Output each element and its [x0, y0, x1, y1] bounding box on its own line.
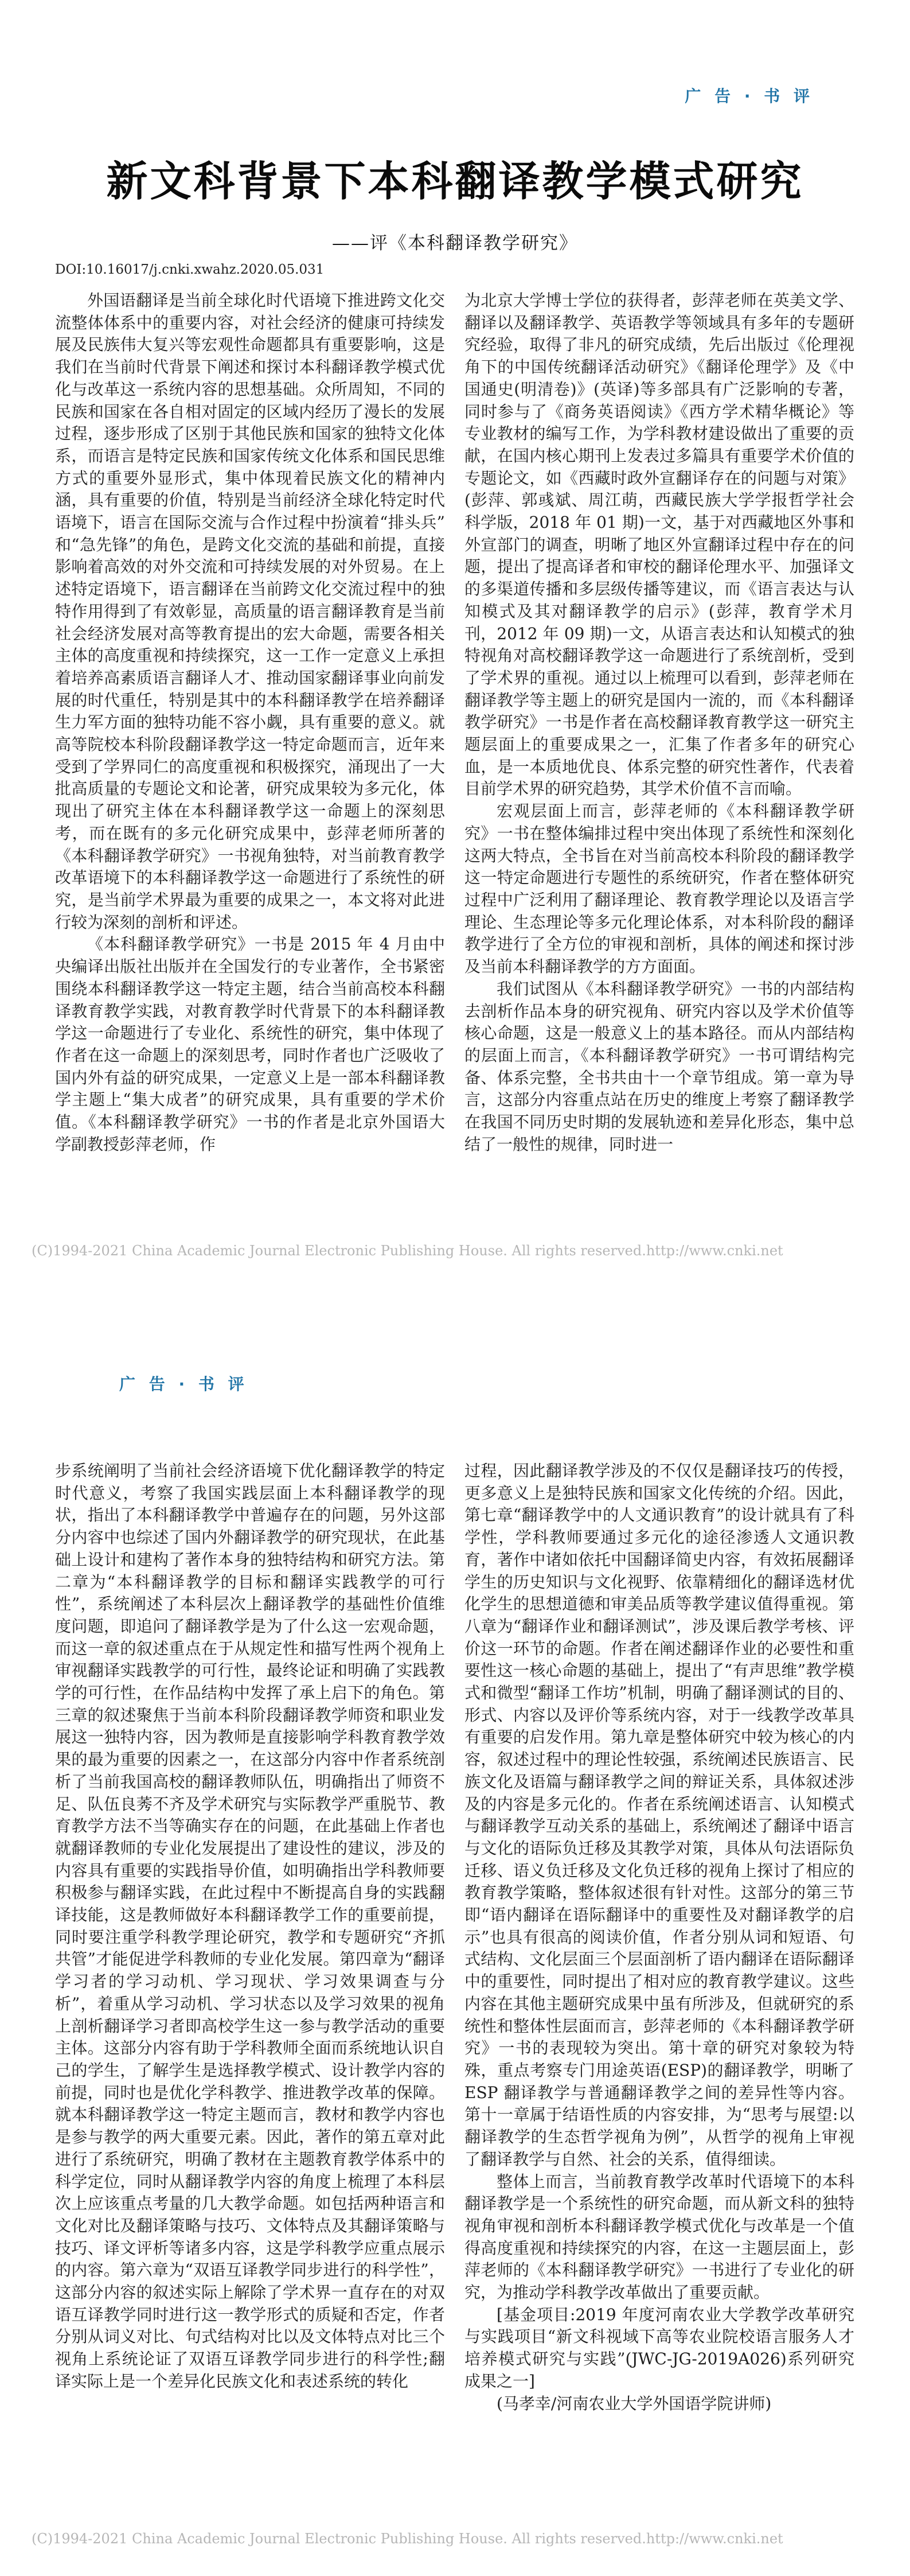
cnki-url: http://www.cnki.net — [646, 1243, 783, 1259]
text-column-left — [55, 1460, 445, 2457]
article-subtitle: ——评《本科翻译教学研究》 — [332, 233, 578, 254]
paragraph: 为北京大学博士学位的获得者，彭萍老师在英美文学、翻译以及翻译教学、英语教学等领域具有多年的专题研究经验，取得了非凡的研究成绩，先后出版过《伦理视角下的中国传统翻译活动研究》《翻译伦理学》及《中国通史(明清卷)》(英译)等多部具有广泛影响的专著，同时参与了《商务英语阅读》《西方学术精华概论》等专业教材的编写工作，为学科教材建设做出了重要的贡献，在国内核心期刊上发表过多篇具有重要学术价值的专题论文，如《西藏时政外宣翻译存在的问题与对策》(彭萍、郭彧斌、周江萌，西藏民族大学学报哲学社会科学版，2018 年 01 期)一文，基于对西藏地区外事和外宣部门的调查，明晰了地区外宣翻译过程中存在的问题，提出了提高译者和审校的翻译伦理水平、加强译文的多渠道传播和多层级传播等建议，而《语言表达与认知模式及其对翻译教学的启示》(彭萍，教育学术月刊，2012 年 09 期)一文，从语言表达和认知模式的独特视角对高校翻译教学这一命题进行了系统剖析，受到了学术界的重视。通过以上梳理可以看到，彭萍老师在翻译教学等主题上的研究是国内一流的，而《本科翻译教学研究》一书是作者在高校翻译教育教学这一研究主题层面上的重要成果之一，汇集了作者多年的研究心血，是一本质地优良、体系完整的研究性著作，代表着目前学术界的研究趋势，其学术价值不言而喻。 — [464, 291, 854, 799]
article-title: 新文科背景下本科翻译教学模式研究 — [106, 157, 804, 206]
paragraph: 我们试图从《本科翻译教学研究》一书的内部结构去剖析作品本身的研究视角、研究内容以及学术价值等核心命题，这是一般意义上的基本路径。而从内部结构的层面上而言，《本科翻译教学研究》一书可谓结构完备、体系完整，全书共由十一个章节组成。第一章为导言，这部分内容重点站在历史的维度上考察了翻译教学在我国不同历史时期的发展轨迹和差异化形态，集中总结了一般性的规律，同时进一 — [464, 979, 854, 1154]
page-2 — [0, 1288, 910, 2576]
paragraph: (马孝幸/河南农业大学外国语学院讲师) — [497, 2394, 772, 2413]
copyright-text: (C)1994-2021 China Academic Journal Electronic Publishing House. All rights reserved. — [32, 2531, 646, 2547]
paragraph: 步系统阐明了当前社会经济语境下优化翻译教学的特定时代意义，考察了我国实践层面上本科翻译教学的现状，指出了本科翻译教学中普遍存在的问题，另外这部分内容中也综述了国内外翻译教学的研究现状，在此基础上设计和建构了著作本身的独特结构和研究方法。第二章为“本科翻译教学的目标和翻译实践教学的可行性”，系统阐述了本科层次上翻译教学的基础性价值维度问题，即追问了翻译教学是为了什么这一宏观命题，而这一章的叙述重点在于从规定性和描写性两个视角上审视翻译实践教学的可行性，最终论证和明确了实践教学的可行性，在作品结构中发挥了承上启下的角色。第三章的叙述聚焦于当前本科阶段翻译教学师资和职业发展这一独特内容，因为教师是直接影响学科教育教学效果的最为重要的因素之一，在这部分内容中作者系统剖析了当前我国高校的翻译教师队伍，明确指出了师资不足、队伍良莠不齐及学术研究与实际教学严重脱节、教育教学方法不当等确实存在的问题，在此基础上作者也就翻译教师的专业化发展提出了建设性的建议，涉及的内容具有重要的实践指导价值，如明确指出学科教师要积极参与翻译实践，在此过程中不断提高自身的实践翻译技能，这是教师做好本科翻译教学工作的重要前提，同时要注重学科教学理论研究，教学和专题研究“齐抓共管”才能促进学科教师的专业化发展。第四章为“翻译学习者的学习动机、学习现状、学习效果调查与分析”，着重从学习动机、学习状态以及学习效果的视角上剖析翻译学习者即高校学生这一参与教学活动的重要主体。这部分内容有助于学科教师全面而系统地认识自己的学生，了解学生是选择教学模式、设计教学内容的前提，同时也是优化学科教学、推进教学改革的保障。就本科翻译教学这一特定主题而言，教材和教学内容也是参与教学的两大重要元素。因此，著作的第五章对此进行了系统研究，明确了教材在主题教育教学体系中的科学定位，同时从翻译教学内容的角度上梳理了本科层次上应该重点考量的几大教学命题。如包括两种语言和文化对比及翻译策略与技巧、文体特点及其翻译策略与技巧、译文评析等诸多内容，这是学科教学应重点展示的内容。第六章为“双语互译教学同步进行的科学性”，这部分内容的叙述实际上解除了学术界一直存在的对双语互译教学同时进行这一教学形式的质疑和否定，作者分别从词义对比、句式结构对比以及文体特点对比三个视角上系统论证了双语互译教学同步进行的科学性;翻译实际上是一个差异化民族文化和表述系统的转化 — [55, 1461, 445, 2391]
copyright-text: (C)1994-2021 China Academic Journal Electronic Publishing House. All rights reserved. — [32, 1243, 646, 1259]
paragraph: 外国语翻译是当前全球化时代语境下推进跨文化交流整体体系中的重要内容，对社会经济的健康可持续发展及民族伟大复兴等宏观性命题都具有重要影响，这是我们在当前时代背景下阐述和探讨本科翻译教学模式优化与改革这一系统内容的思想基础。众所周知，不同的民族和国家在各自相对固定的区域内经历了漫长的发展过程，逐步形成了区别于其他民族和国家的独特文化体系，而语言是特定民族和国家传统文化体系和国民思维方式的重要外显形式，集中体现着民族文化的精神内涵，具有重要的价值，特别是当前经济全球化特定时代语境下，语言在国际交流与合作过程中扮演着“排头兵”和“急先锋”的角色，是跨文化交流的基础和前提，直接影响着高效的对外交流和可持续发展的对外贸易。在上述特定语境下，语言翻译在当前跨文化交流过程中的独特作用得到了有效彰显，高质量的语言翻译教育是当前社会经济发展对高等教育提出的宏大命题，需要各相关主体的高度重视和持续探究，这一工作一定意义上承担着培养高素质语言翻译人才、推动国家翻译事业向前发展的时代重任，特别是其中的本科翻译教学在培养翻译生力军方面的独特功能不容小觑，具有重要的意义。就高等院校本科阶段翻译教学这一特定命题而言，近年来受到了学界同仁的高度重视和积极探究，涌现出了一大批高质量的专题论文和论著，研究成果较为多元化，体现出了研究主体在本科翻译教学这一命题上的深刻思考，而在既有的多元化研究成果中，彭萍老师所著的《本科翻译教学研究》一书视角独特，对当前教育教学改革语境下的本科翻译教学这一命题进行了系统性的研究，是当前学术界最为重要的成果之一，本文将对此进行较为深刻的剖析和评述。 — [55, 291, 445, 932]
text-column-right — [464, 1460, 854, 2457]
page-footer — [32, 2531, 783, 2547]
section-header-label: 广 告 · 书 评 — [119, 1375, 248, 1394]
text-column-right — [464, 290, 854, 1180]
paragraph: 宏观层面上而言，彭萍老师的《本科翻译教学研究》一书在整体编排过程中突出体现了系统性和深刻化这两大特点，全书旨在对当前高校本科阶段的翻译教学这一特定命题进行专题性的系统研究，作者在整体研究过程中广泛利用了翻译理论、教育教学理论以及语言学理论、生态理论等多元化理论体系，对本科阶段的翻译教学进行了全方位的审视和剖析，具体的阐述和探讨涉及当前本科翻译教学的方方面面。 — [464, 801, 854, 976]
section-header-label: 广 告 · 书 评 — [685, 87, 814, 106]
paragraph: 整体上而言，当前教育教学改革时代语境下的本科翻译教学是一个系统性的研究命题，而从新文科的独特视角审视和剖析本科翻译教学模式优化与改革是一个值得高度重视和持续探究的内容，在这一主题层面上，彭萍老师的《本科翻译教学研究》一书进行了专业化的研究，为推动学科教学改革做出了重要贡献。 — [464, 2172, 854, 2302]
doi-label: DOI:10.16017/j.cnki.xwahz.2020.05.031 — [55, 262, 325, 277]
text-column-left — [55, 290, 445, 1180]
paragraph: [基金项目:2019 年度河南农业大学教学改革研究与实践项目“新文科视域下高等农业院校语言服务人才培养模式研究与实践”(JWC-JG-2019A026)系列研究成果之一] — [464, 2305, 854, 2391]
page-footer — [32, 1243, 783, 1259]
paragraph: 《本科翻译教学研究》一书是 2015 年 4 月由中央编译出版社出版并在全国发行的专业著作，全书紧密围绕本科翻译教学这一特定主题，结合当前高校本科翻译教育教学实践，对教育教学时代背景下的本科翻译教学这一命题进行了专业化、系统性的研究，集中体现了作者在这一命题上的深刻思考，同时作者也广泛吸收了国内外有益的研究成果，一定意义上是一部本科翻译教学主题上“集大成者”的研究成果，具有重要的学术价值。《本科翻译教学研究》一书的作者是北京外国语大学副教授彭萍老师，作 — [55, 935, 445, 1154]
cnki-url: http://www.cnki.net — [646, 2531, 783, 2547]
paragraph: 过程，因此翻译教学涉及的不仅仅是翻译技巧的传授，更多意义上是独特民族和国家文化传统的介绍。因此，第七章“翻译教学中的人文通识教育”的设计就具有了科学性，学科教师要通过多元化的途径渗透人文通识教育，著作中诸如依托中国翻译简史内容，有效拓展翻译学生的历史知识与文化视野、依靠精细化的翻译选材优化学生的思想道德和审美品质等教学建议值得重视。第八章为“翻译作业和翻译测试”，涉及课后教学考核、评价这一环节的命题。作者在阐述翻译作业的必要性和重要性这一核心命题的基础上，提出了“有声思维”教学模式和微型“翻译工作坊”机制，明确了翻译测试的目的、形式、内容以及评价等系统内容，对于一线教学改革具有重要的启发作用。第九章是整体研究中较为核心的内容，叙述过程中的理论性较强，系统阐述民族语言、民族文化及语篇与翻译教学之间的辩证关系，具体叙述涉及的内容是多元化的。作者在系统阐述语言、认知模式与翻译教学互动关系的基础上，系统阐述了翻译中语言与文化的语际负迁移及其教学对策，具体从句法语际负迁移、语义负迁移及文化负迁移的视角上探讨了相应的教育教学策略，整体叙述很有针对性。这部分的第三节即“语内翻译在语际翻译中的重要性及对翻译教学的启示”也具有很高的阅读价值，作者分别从词和短语、句式结构、文化层面三个层面剖析了语内翻译在语际翻译中的重要性，同时提出了相对应的教育教学建议。这些内容在其他主题研究成果中虽有所涉及，但就研究的系统性和整体性层面而言，彭萍老师的《本科翻译教学研究》一书的表现较为突出。第十章的研究对象较为特殊，重点考察专门用途英语(ESP)的翻译教学，明晰了 ESP 翻译教学与普通翻译教学之间的差异性等内容。第十一章属于结语性质的内容安排，为“思考与展望:以翻译教学的生态哲学视角为例”，从哲学的视角上审视了翻译教学与自然、社会的关系，值得细读。 — [464, 1461, 854, 2169]
